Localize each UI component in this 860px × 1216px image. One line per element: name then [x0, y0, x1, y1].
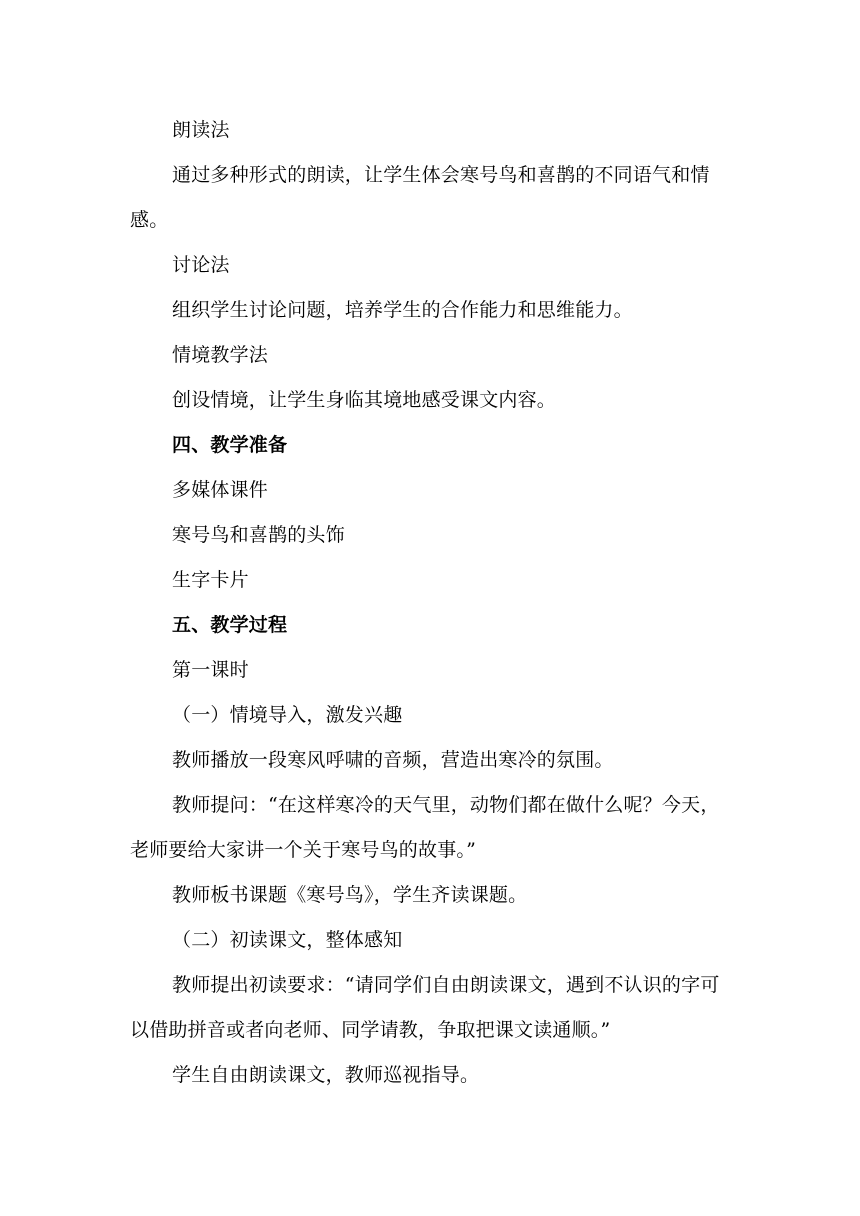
section-heading-preparation: 四、教学准备 — [172, 434, 288, 456]
paragraph-discussion-desc: 组织学生讨论问题，培养学生的合作能力和思维能力。 — [172, 299, 633, 321]
list-item-multimedia: 多媒体课件 — [172, 479, 269, 501]
paragraph-method-situational: 情境教学法 — [172, 344, 269, 366]
document-body — [130, 108, 734, 1098]
paragraph-method-discussion: 讨论法 — [172, 254, 230, 276]
paragraph-question: 教师提问：“在这样寒冷的天气里，动物们都在做什么呢？今天，老师要给大家讲一个关于寒号鸟的故事。” — [130, 794, 720, 861]
paragraph-free-reading: 学生自由朗读课文，教师巡视指导。 — [172, 1064, 480, 1086]
subheading-intro: （一）情境导入，激发兴趣 — [172, 704, 403, 726]
paragraph-first-lesson: 第一课时 — [172, 659, 249, 681]
paragraph-situational-desc: 创设情境，让学生身临其境地感受课文内容。 — [172, 389, 557, 411]
list-item-headwear: 寒号鸟和喜鹊的头饰 — [172, 524, 345, 546]
paragraph-title-writing: 教师板书课题《寒号鸟》，学生齐读课题。 — [172, 884, 528, 906]
subheading-first-reading: （二）初读课文，整体感知 — [172, 929, 403, 951]
list-item-cards: 生字卡片 — [172, 569, 249, 591]
paragraph-reading-requirement: 教师提出初读要求：“请同学们自由朗读课文，遇到不认识的字可以借助拼音或者向老师、同学请教，争取把课文读通顺。” — [130, 974, 720, 1041]
paragraph-audio: 教师播放一段寒风呼啸的音频，营造出寒冷的氛围。 — [172, 749, 614, 771]
paragraph-reading-desc: 通过多种形式的朗读，让学生体会寒号鸟和喜鹊的不同语气和情感。 — [130, 164, 710, 231]
paragraph-method-reading: 朗读法 — [172, 119, 230, 141]
section-heading-process: 五、教学过程 — [172, 614, 288, 636]
